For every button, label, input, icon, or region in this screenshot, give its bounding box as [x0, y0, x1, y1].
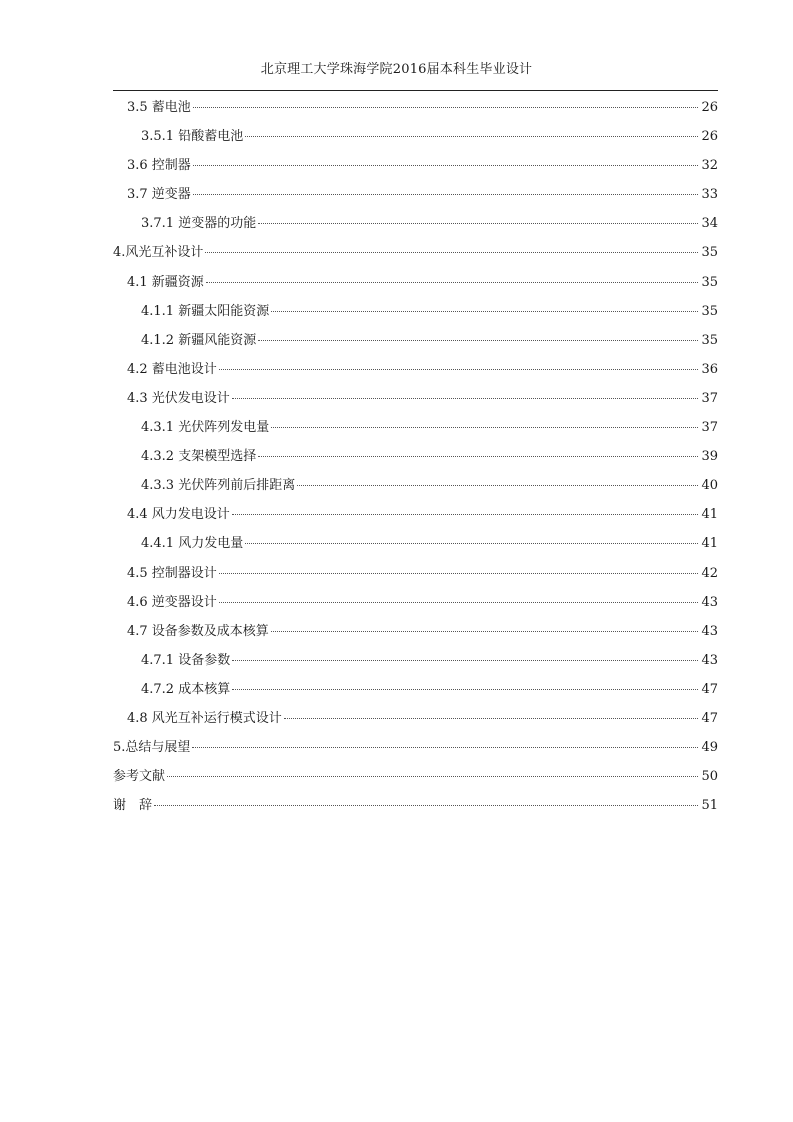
toc-entry-label: 4.8 风光互补运行模式设计 [127, 710, 282, 726]
toc-entry-page-number: 37 [701, 420, 718, 436]
toc-entry-page-number: 43 [701, 652, 718, 668]
toc-leader-dots [284, 718, 698, 719]
toc-entry-page-number: 42 [701, 565, 718, 581]
toc-entry-label: 4.7.2 成本核算 [141, 681, 231, 697]
toc-entry-page-number: 37 [701, 390, 718, 406]
toc-entry[interactable] [113, 93, 718, 122]
toc-entry[interactable] [113, 559, 718, 588]
toc-entry[interactable] [113, 442, 718, 471]
toc-leader-dots [232, 689, 698, 690]
toc-entry-page-number: 47 [701, 710, 718, 726]
toc-leader-dots [245, 136, 698, 137]
toc-entry-page-number: 49 [701, 740, 718, 756]
toc-entry-page-number: 32 [701, 158, 718, 174]
toc-leader-dots [193, 107, 698, 108]
header-divider [113, 90, 718, 91]
toc-leader-dots [258, 340, 698, 341]
toc-entry-label: 4.7.1 设备参数 [141, 652, 231, 668]
toc-leader-dots [219, 573, 698, 574]
toc-leader-dots [192, 747, 698, 748]
toc-entry-page-number: 43 [701, 594, 718, 610]
toc-leader-dots [271, 427, 698, 428]
toc-entry-label: 5.总结与展望 [113, 740, 191, 756]
toc-entry-label: 4.5 控制器设计 [127, 565, 217, 581]
toc-entry[interactable] [113, 384, 718, 413]
toc-entry[interactable] [113, 529, 718, 558]
toc-entry-page-number: 40 [701, 478, 718, 494]
toc-entry-label: 4.1 新疆资源 [127, 274, 204, 290]
toc-entry-label: 3.7.1 逆变器的功能 [141, 216, 257, 232]
toc-entry[interactable] [113, 413, 718, 442]
toc-leader-dots [232, 660, 698, 661]
toc-entry[interactable] [113, 500, 718, 529]
toc-leader-dots [193, 165, 698, 166]
toc-entry[interactable] [113, 588, 718, 617]
toc-entry-page-number: 34 [701, 216, 718, 232]
toc-entry[interactable] [113, 151, 718, 180]
toc-entry-page-number: 33 [701, 187, 718, 203]
toc-entry-label: 4.3 光伏发电设计 [127, 390, 230, 406]
toc-leader-dots [219, 602, 698, 603]
toc-entry[interactable] [113, 471, 718, 500]
toc-entry[interactable] [113, 733, 718, 762]
toc-entry-label: 4.4.1 风力发电量 [141, 536, 244, 552]
toc-entry-page-number: 47 [701, 681, 718, 697]
toc-entry[interactable] [113, 326, 718, 355]
toc-leader-dots [297, 485, 698, 486]
toc-leader-dots [219, 369, 698, 370]
toc-leader-dots [232, 398, 698, 399]
toc-entry-label: 4.7 设备参数及成本核算 [127, 623, 269, 639]
toc-entry-label: 3.7 逆变器 [127, 187, 191, 203]
toc-leader-dots [193, 194, 698, 195]
toc-entry-page-number: 36 [701, 361, 718, 377]
toc-entry-page-number: 39 [701, 449, 718, 465]
toc-leader-dots [154, 805, 698, 806]
toc-entry-label: 谢 辞 [113, 798, 153, 814]
toc-entry-page-number: 41 [701, 507, 718, 523]
toc-entry-label: 参考文献 [113, 769, 166, 785]
toc-entry-label: 4.4 风力发电设计 [127, 507, 230, 523]
toc-entry-label: 3.6 控制器 [127, 158, 191, 174]
toc-entry-page-number: 26 [701, 100, 718, 115]
toc-entry-page-number: 41 [701, 536, 718, 552]
toc-entry-label: 4.1.1 新疆太阳能资源 [141, 303, 270, 319]
toc-entry-page-number: 35 [701, 303, 718, 319]
toc-entry-label: 4.风光互补设计 [113, 245, 204, 261]
toc-leader-dots [258, 456, 698, 457]
toc-entry-page-number: 35 [701, 274, 718, 290]
toc-leader-dots [205, 252, 698, 253]
toc-entry-label: 4.3.2 支架模型选择 [141, 449, 257, 465]
toc-leader-dots [167, 776, 698, 777]
toc-leader-dots [245, 543, 698, 544]
toc-entry[interactable] [113, 355, 718, 384]
toc-leader-dots [232, 514, 698, 515]
table-of-contents [113, 93, 718, 820]
toc-entry-page-number: 51 [701, 798, 718, 814]
toc-leader-dots [271, 311, 698, 312]
toc-entry[interactable] [113, 617, 718, 646]
toc-leader-dots [258, 223, 698, 224]
toc-entry-label: 4.2 蓄电池设计 [127, 361, 217, 377]
toc-entry-page-number: 35 [701, 332, 718, 348]
toc-entry[interactable] [113, 646, 718, 675]
toc-entry-page-number: 35 [701, 245, 718, 261]
toc-entry[interactable] [113, 762, 718, 791]
toc-leader-dots [206, 282, 698, 283]
toc-entry-label: 4.3.3 光伏阵列前后排距离 [141, 478, 296, 494]
toc-entry[interactable] [113, 238, 718, 267]
toc-entry-label: 4.1.2 新疆风能资源 [141, 332, 257, 348]
toc-entry-label: 4.3.1 光伏阵列发电量 [141, 420, 270, 436]
toc-entry[interactable] [113, 180, 718, 209]
toc-entry[interactable] [113, 704, 718, 733]
toc-entry[interactable] [113, 297, 718, 326]
toc-entry[interactable] [113, 122, 718, 151]
toc-entry[interactable] [113, 209, 718, 238]
toc-entry-page-number: 26 [701, 129, 718, 145]
toc-entry-label: 3.5 蓄电池 [127, 100, 191, 115]
toc-entry[interactable] [113, 675, 718, 704]
toc-entry-label: 3.5.1 铅酸蓄电池 [141, 129, 244, 145]
toc-entry-page-number: 43 [701, 623, 718, 639]
toc-entry-label: 4.6 逆变器设计 [127, 594, 217, 610]
toc-entry[interactable] [113, 791, 718, 820]
toc-leader-dots [271, 631, 698, 632]
page-header: 北京理工大学珠海学院2016届本科生毕业设计 [260, 62, 533, 77]
toc-entry-page-number: 50 [701, 769, 718, 785]
toc-entry[interactable] [113, 268, 718, 297]
